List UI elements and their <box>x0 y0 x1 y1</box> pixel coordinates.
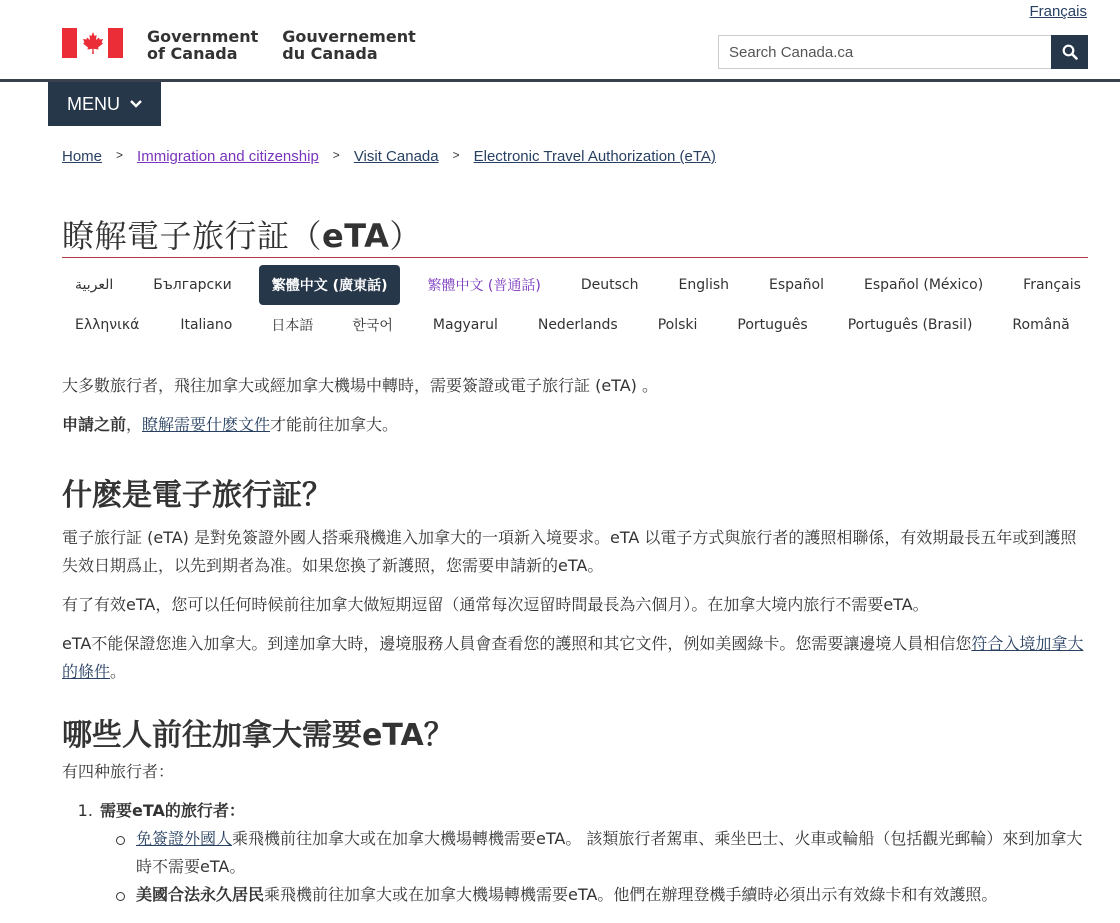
search-form <box>718 35 1088 69</box>
lang-bulgarian[interactable]: Български <box>153 277 232 293</box>
lang-german[interactable]: Deutsch <box>580 277 639 293</box>
header-divider <box>0 79 1120 82</box>
list-item <box>98 797 1088 909</box>
lang-spanish[interactable]: Español <box>769 277 824 293</box>
language-toggle-link[interactable]: Français <box>1029 3 1087 20</box>
who-intro: 有四种旅行者： <box>62 762 175 781</box>
intro-paragraph: 大多數旅行者，飛往加拿大或經加拿大機場中轉時，需要簽證或電子旅行証 (eTA) 。 <box>62 376 658 395</box>
menu-button[interactable] <box>48 82 161 126</box>
brand-en-line1: Government <box>147 27 259 46</box>
brand-fr-line2: du Canada <box>282 44 378 63</box>
search-button[interactable] <box>1051 35 1088 69</box>
lang-japanese[interactable]: 日本語 <box>271 318 314 334</box>
lang-arabic[interactable]: العربية <box>75 277 114 293</box>
search-icon <box>1062 44 1078 60</box>
sub-list-item-text: 乘飛機前往加拿大或在加拿大機場轉機需要eTA。他們在辦理登機手續時必須出示有效綠卡和有效護照。 <box>264 885 998 904</box>
sub-list-item-text: 乘飛機前往加拿大或在加拿大機場轉機需要eTA。 該類旅行者駕車、乘坐巴士、火車或輪船（包括觀光郵輪）來到加拿大時不需要eTA。 <box>136 829 1083 876</box>
breadcrumb <box>62 148 716 165</box>
brand-french <box>282 28 416 62</box>
before-applying-rest: 才能前往加拿大。 <box>270 415 399 434</box>
documents-needed-link[interactable]: 瞭解需要什麽文件 <box>142 415 271 434</box>
main-content <box>62 372 1088 909</box>
brand-fr-line1: Gouvernement <box>282 27 416 46</box>
breadcrumb-home[interactable]: Home <box>62 148 103 165</box>
before-applying-sep: ， <box>126 415 143 434</box>
chevron-down-icon <box>130 100 142 108</box>
heading-who-needs-eta: 哪些人前往加拿大需要eTA？ <box>62 718 454 753</box>
page-title <box>62 211 422 257</box>
breadcrumb-separator: > <box>116 148 124 162</box>
before-applying-paragraph <box>62 411 1088 439</box>
brand-english <box>147 28 258 62</box>
sub-list-item <box>136 825 1088 881</box>
breadcrumb-eta[interactable]: Electronic Travel Authorization (eTA) <box>473 148 716 165</box>
breadcrumb-visit-canada[interactable]: Visit Canada <box>353 148 439 165</box>
lang-cantonese-active[interactable]: 繁體中文 (廣東話) <box>259 265 401 305</box>
lang-portuguese[interactable]: Português <box>737 317 808 333</box>
visa-exempt-link[interactable]: 免簽證外國人 <box>136 829 233 848</box>
government-of-canada-signature[interactable] <box>62 28 440 62</box>
page-title-end: ） <box>389 217 422 255</box>
language-row <box>62 265 1088 305</box>
lang-english[interactable]: English <box>678 277 730 293</box>
lang-spanish-mexico[interactable]: Español (México) <box>863 277 984 293</box>
lang-polish[interactable]: Polski <box>657 317 698 333</box>
sub-list-item <box>136 881 1088 909</box>
sub-list <box>136 825 1088 909</box>
traveller-types-list <box>98 797 1088 909</box>
list-item-title: 需要eTA的旅行者： <box>100 801 245 820</box>
breadcrumb-immigration[interactable]: Immigration and citizenship <box>137 148 319 165</box>
what-paragraph-3-text: eTA不能保證您進入加拿大。到達加拿大時，邊境服務人員會查看您的護照和其它文件，例如美國綠卡。您需要讓邊境人員相信您 <box>62 634 972 653</box>
what-paragraph-3-end: 。 <box>110 662 127 681</box>
lang-portuguese-brazil[interactable]: Português (Brasil) <box>847 317 973 333</box>
lang-hungarian[interactable]: Magyarul <box>432 317 498 333</box>
what-paragraph-2: 有了有效eTA，您可以任何時候前往加拿大做短期逗留（通常每次逗留時間最長為六個月）。在加拿大境内旅行不需要eTA。 <box>62 595 929 614</box>
heading-what-is-eta: 什麽是電子旅行証？ <box>62 478 332 513</box>
before-applying-label: 申請之前 <box>62 415 127 434</box>
language-nav <box>62 265 1088 345</box>
lang-italian[interactable]: Italiano <box>180 317 233 333</box>
lang-mandarin[interactable]: 繁體中文 (普通話) <box>427 278 541 294</box>
breadcrumb-separator: > <box>332 148 340 162</box>
sub-list-item-bold: 美國合法永久居民 <box>136 885 265 904</box>
what-paragraph-3 <box>62 630 1088 686</box>
lang-romanian[interactable]: Română <box>1012 317 1070 333</box>
lang-korean[interactable]: 한국어 <box>352 318 393 334</box>
canada-flag-icon <box>62 28 123 58</box>
language-row <box>62 305 1088 345</box>
admissibility-link[interactable]: 符合入境加拿大的條件 <box>62 634 1084 681</box>
breadcrumb-separator: > <box>452 148 460 162</box>
search-input[interactable] <box>718 35 1051 69</box>
page-title-abbr: eTA <box>322 217 390 255</box>
lang-dutch[interactable]: Nederlands <box>537 317 618 333</box>
lang-french[interactable]: Français <box>1023 277 1081 293</box>
lang-greek[interactable]: Ελληνικά <box>75 317 140 333</box>
brand-en-line2: of Canada <box>147 44 238 63</box>
what-paragraph-1: 電子旅行証 (eTA) 是對免簽證外國人搭乘飛機進入加拿大的一項新入境要求。eTA 以電子方式與旅行者的護照相聯係，有效期最長五年或到護照失效日期爲止，以先到期者為准。如果您換了新護照，您需要申請新的eTA。 <box>62 528 1077 575</box>
page-title-zh: 瞭解電子旅行証（ <box>62 217 323 255</box>
title-underline <box>62 257 1088 258</box>
menu-label: MENU <box>67 93 120 114</box>
